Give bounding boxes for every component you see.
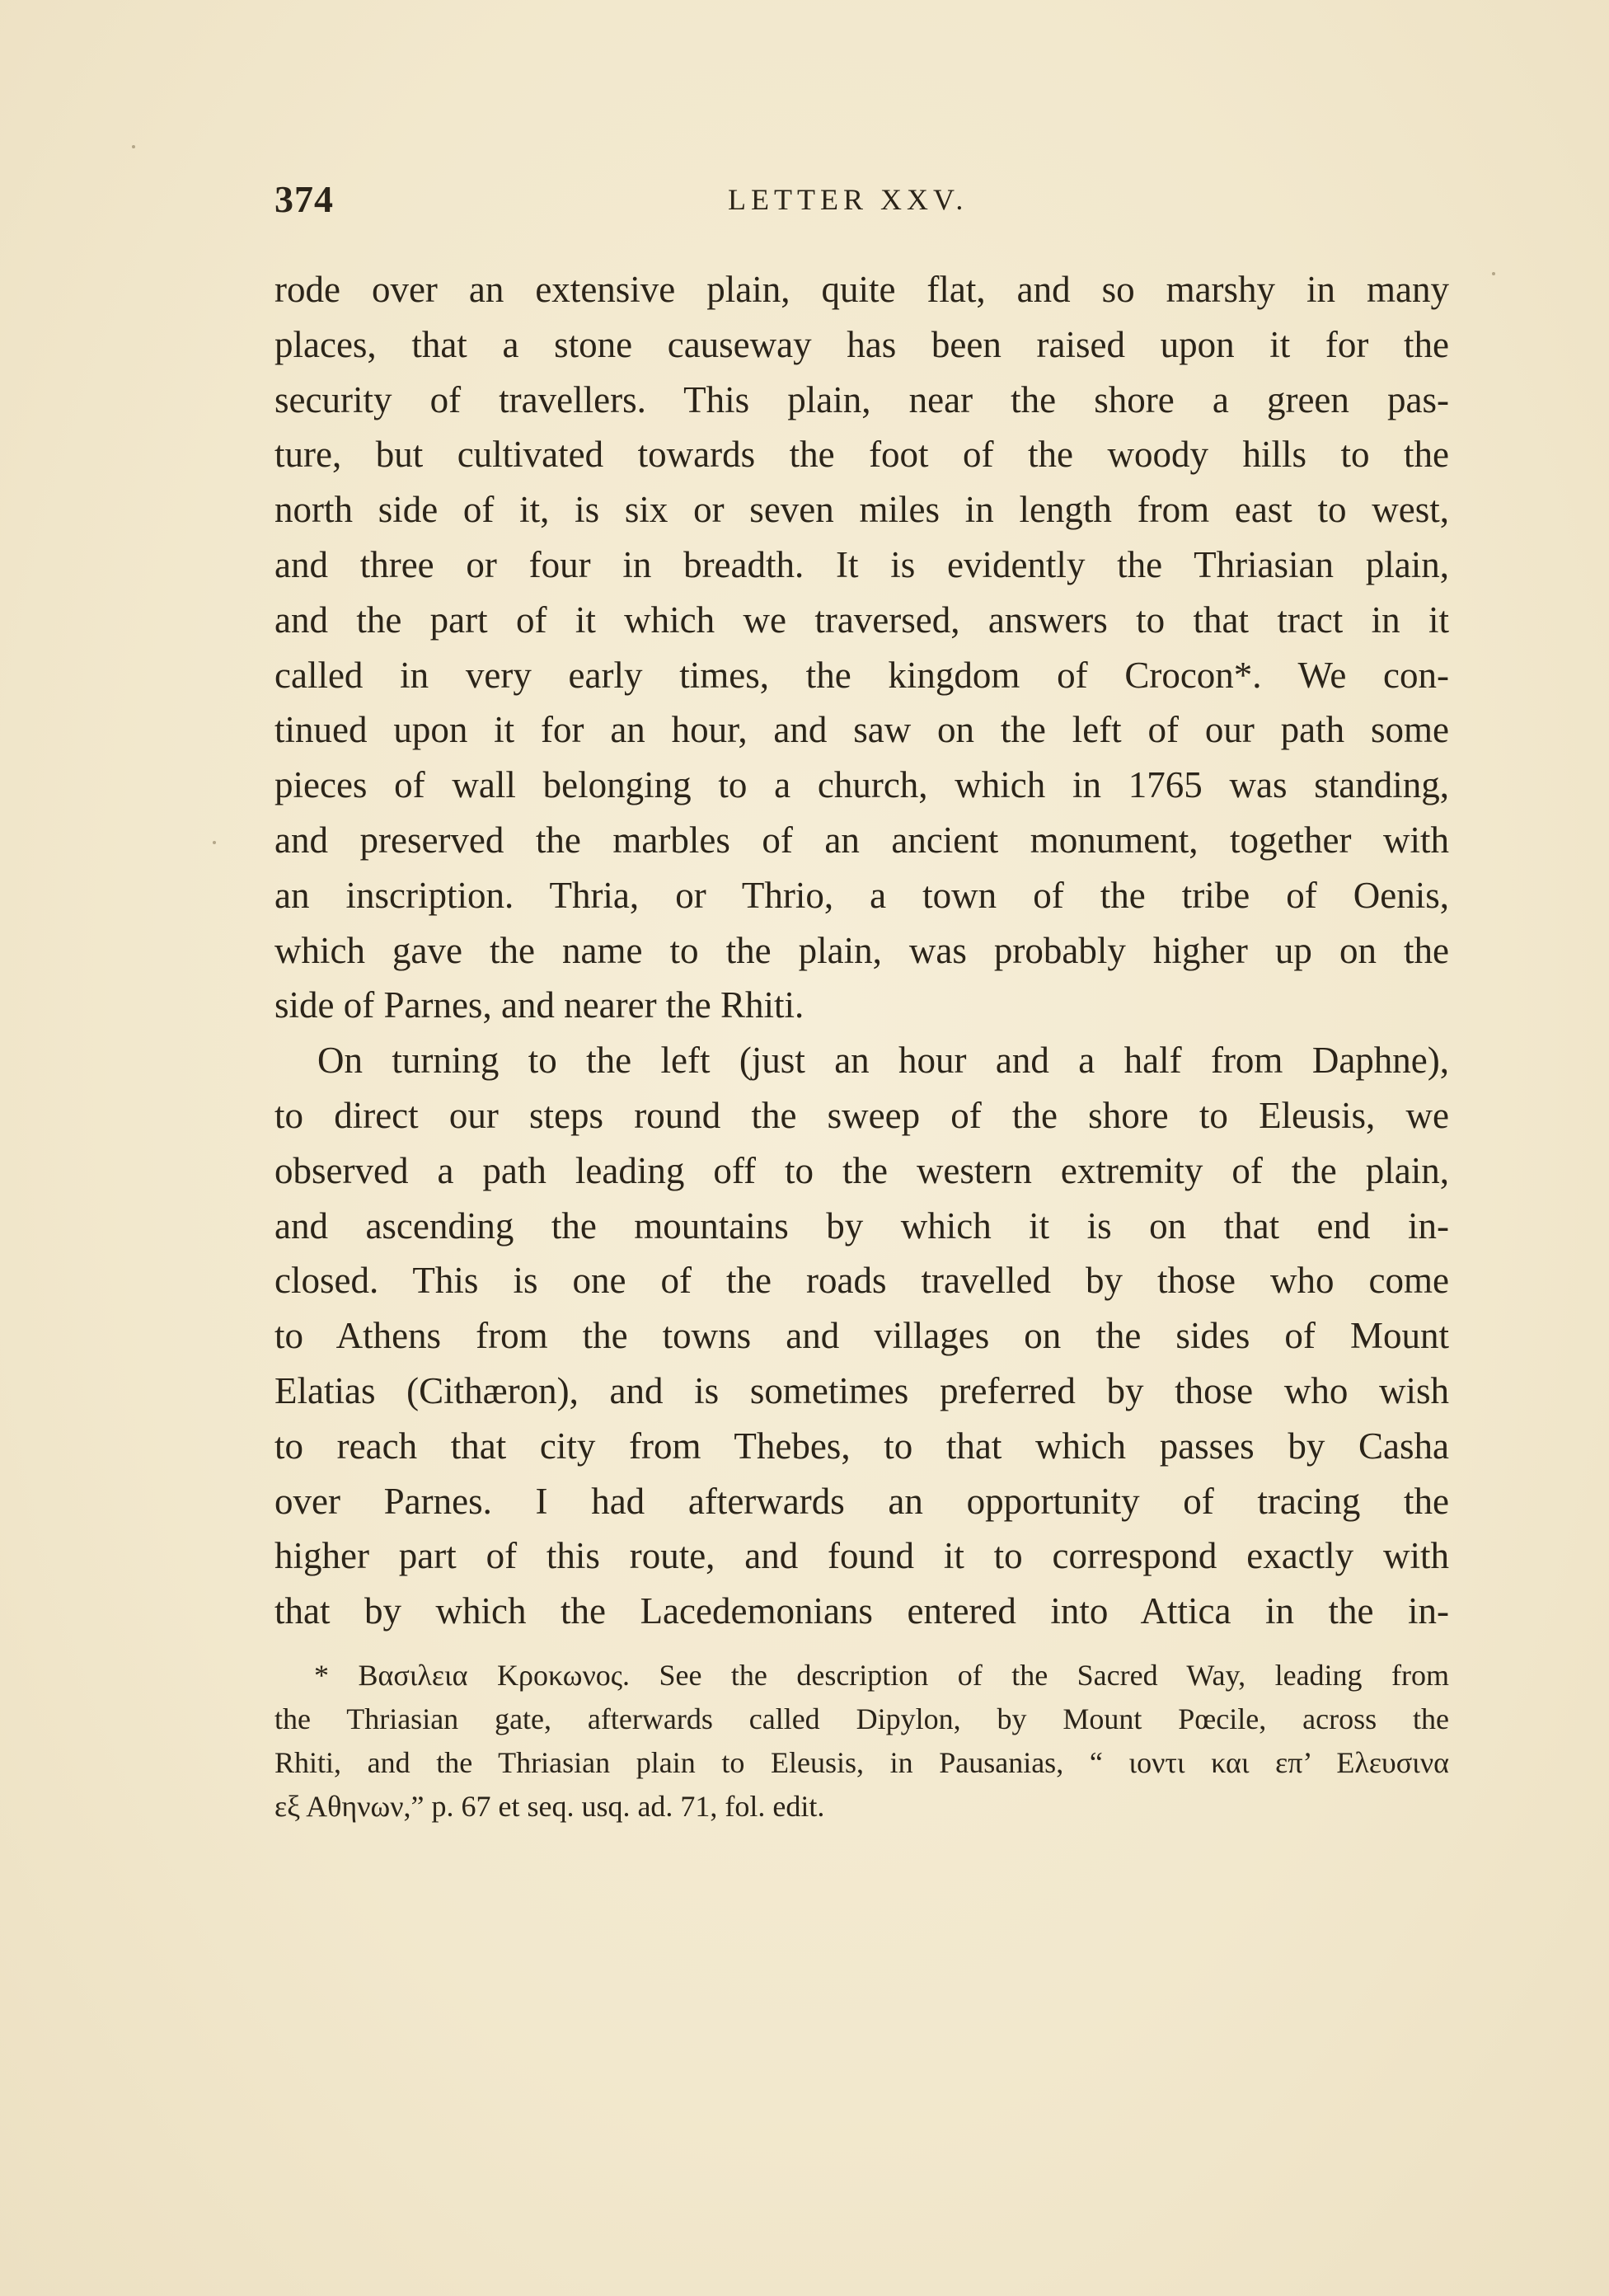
text-line: observed a path leading off to the western extremity of the plain, [274, 1149, 1449, 1191]
text-line: tinued upon it for an hour, and saw on the left of our path some [274, 709, 1449, 751]
running-head: LETTER XXV. [728, 183, 969, 216]
text-line: security of travellers. This plain, near the shore a green pas- [274, 378, 1449, 420]
text-line: higher part of this route, and found it to correspond exactly with [274, 1535, 1449, 1577]
page-number: 374 [274, 178, 334, 220]
text-line: called in very early times, the kingdom of Crocon*. We con- [274, 654, 1449, 696]
text-line: which gave the name to the plain, was probably higher up on the [274, 929, 1449, 971]
text-line: Elatias (Cithæron), and is sometimes preferred by those who wish [274, 1369, 1449, 1411]
body-text [274, 262, 1449, 1639]
paper-speck [1492, 272, 1495, 275]
text-line: On turning to the left (just an hour and a half from Daphne), [317, 1040, 1449, 1082]
text-line: rode over an extensive plain, quite flat, and so marshy in many [274, 269, 1449, 310]
footnote [274, 1654, 1449, 1829]
footnote-line: the Thriasian gate, afterwards called Dipylon, by Mount Pœcile, across the [274, 1702, 1449, 1735]
text-line: over Parnes. I had afterwards an opportunity of tracing the [274, 1480, 1449, 1522]
footnote-line: εξ Αθηνων,” p. 67 et seq. usq. ad. 71, fol. edit. [274, 1790, 825, 1823]
text-line: to Athens from the towns and villages on the sides of Mount [274, 1315, 1449, 1357]
paper-speck [132, 145, 135, 148]
text-line: to direct our steps round the sweep of the shore to Eleusis, we [274, 1094, 1449, 1136]
text-line: places, that a stone causeway has been raised upon it for the [274, 323, 1449, 365]
text-line: north side of it, is six or seven miles in length from east to west, [274, 489, 1449, 531]
text-line: and three or four in breadth. It is evidently the Thriasian plain, [274, 543, 1449, 585]
text-line: and ascending the mountains by which it is on that end in- [274, 1204, 1449, 1247]
footnote-line: Rhiti, and the Thriasian plain to Eleusis, in Pausanias, “ ιοντι και επ’ Ελευσινα [274, 1746, 1449, 1779]
text-line: and the part of it which we traversed, answers to that tract in it [274, 599, 1449, 641]
footnote-line: * Βασιλεια Κροκωνος. See the description of the Sacred Way, leading from [314, 1659, 1449, 1692]
text-line: pieces of wall belonging to a church, which in 1765 was standing, [274, 764, 1449, 806]
text-line: side of Parnes, and nearer the Rhiti. [274, 984, 804, 1026]
text-line: an inscription. Thria, or Thrio, a town of the tribe of Oenis, [274, 874, 1449, 916]
text-line: closed. This is one of the roads travelled by those who come [274, 1260, 1449, 1302]
text-line: that by which the Lacedemonians entered into Attica in the in- [274, 1590, 1449, 1632]
text-line: ture, but cultivated towards the foot of the woody hills to the [274, 434, 1449, 476]
page-header [274, 177, 1453, 227]
text-line: to reach that city from Thebes, to that which passes by Casha [274, 1425, 1449, 1467]
text-line: and preserved the marbles of an ancient monument, together with [274, 819, 1449, 861]
paper-speck [213, 841, 216, 844]
